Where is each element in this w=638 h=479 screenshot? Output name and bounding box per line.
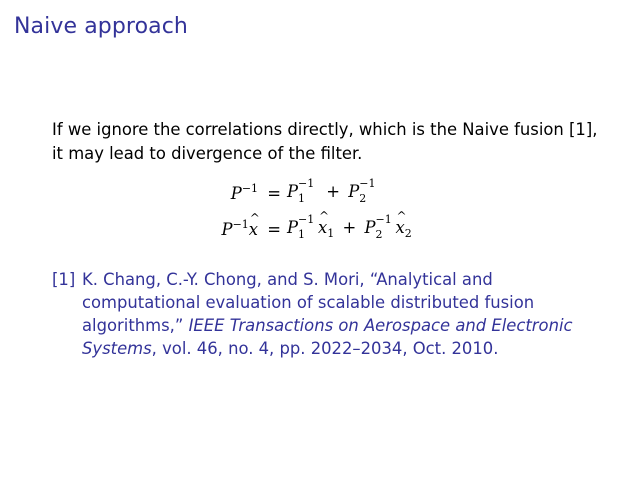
eq2-term1-sub: 1 [298,228,306,241]
eq2-term1-var-sub: 1 [327,227,335,240]
reference-journal-part-2: Systems [82,339,152,358]
slide-title: Naive approach [14,14,188,39]
eq1-lhs-symbol: P [230,184,242,203]
eq1-plus: + [326,182,340,201]
eq2-lhs-symbol: P [221,220,233,239]
eq2-term1-scripts [298,213,318,241]
equation-1 [0,177,638,206]
eq1-term2-symbol: P [348,182,360,201]
eq1-term1-sub: 1 [298,192,306,205]
eq1-term2-sub: 2 [359,192,367,205]
eq1-equals: = [267,184,281,203]
eq1-term1-scripts [298,177,318,205]
eq2-equals: = [267,220,281,239]
eq2-term2-var-sub: 2 [404,227,412,240]
reference-line-3-plain: algorithms,” [82,316,184,335]
eq2-term2-symbol: P [364,218,376,237]
eq2-term2-sub: 2 [375,228,383,241]
equation-2 [0,213,638,242]
eq2-lhs-exponent: −1 [232,218,249,231]
eq1-lhs-exponent: −1 [241,182,259,195]
paragraph-line-1: If we ignore the correlations directly, which is the Naive fusion [1], [52,120,598,139]
eq2-lhs-var: ^ x [249,220,258,239]
eq2-term1-var: ^ x [318,218,327,237]
eq2-term2-sup: −1 [375,213,392,226]
eq2-term2-var: ^ x [395,218,404,237]
equation-1-lhs [231,182,281,203]
paragraph-line-2: it may lead to divergence of the filter. [52,144,363,163]
equation-1-rhs [287,177,379,205]
reference-journal-part-1: IEEE Transactions on Aerospace and Electronic [188,316,573,335]
eq2-term1-symbol: P [287,218,299,237]
eq1-term1-sup: −1 [298,177,315,190]
reference-line-4 [82,337,602,360]
reference-line-1: K. Chang, C.-Y. Chong, and S. Mori, “Analytical and [82,270,493,289]
eq1-term1-symbol: P [287,182,299,201]
equation-2-rhs [287,213,412,241]
reference-line-3 [82,314,602,337]
eq2-plus: + [342,218,357,237]
eq2-term1-sup: −1 [298,213,315,226]
reference-line-2: computational evaluation of scalable distributed fusion [82,293,535,312]
reference-details: , vol. 46, no. 4, pp. 2022–2034, Oct. 2010. [151,339,499,358]
eq2-term2-scripts [375,213,395,241]
reference-body [82,268,602,360]
equation-2-lhs [222,218,281,239]
eq1-term2-scripts [359,177,379,205]
slide-paragraph [52,118,612,166]
reference-label: [1] [52,270,76,289]
eq1-term2-sup: −1 [359,177,376,190]
